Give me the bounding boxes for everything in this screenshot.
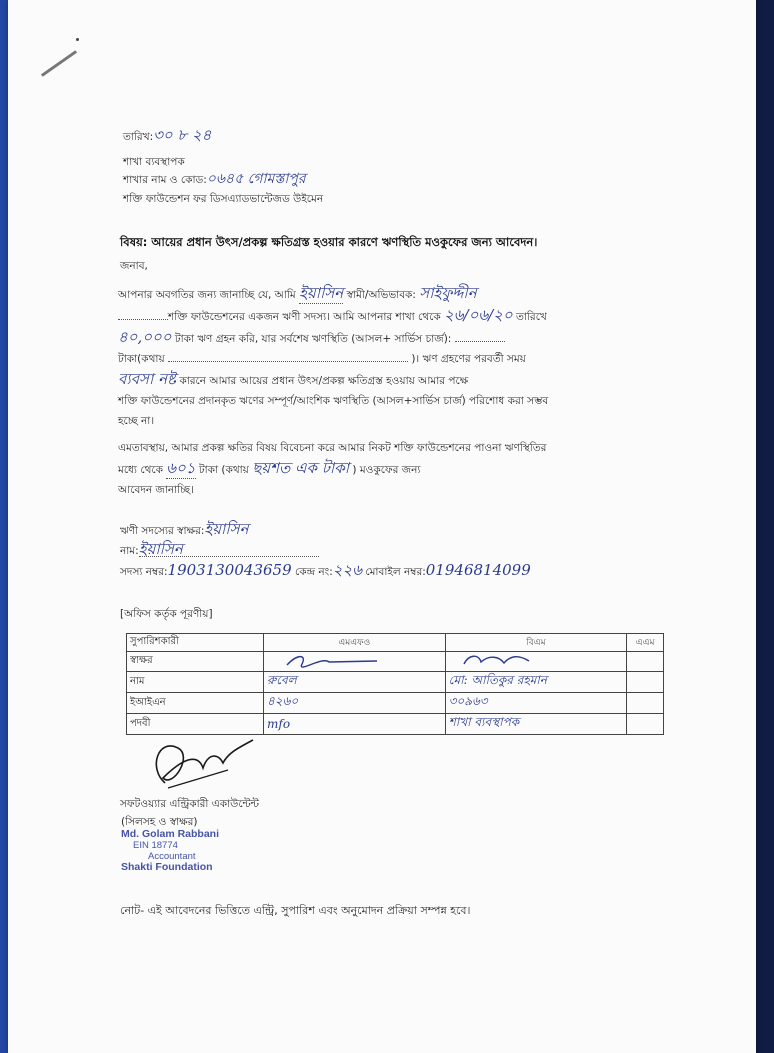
org-name: শক্তি ফাউন্ডেশন ফর ডিসএ্যাডভান্টেজড উইমেন xyxy=(123,193,324,205)
office-table xyxy=(126,633,664,735)
salutation: জনাব, xyxy=(120,260,148,272)
date-label: তারিখ: xyxy=(123,131,154,143)
mfo-ein: ৪২৬০ xyxy=(264,693,446,714)
balance-words-blank xyxy=(168,361,408,362)
damage-reason: ব্যবসা নষ্ট xyxy=(118,370,177,388)
member-signature: ইয়াসিন xyxy=(204,520,249,538)
mfo-signature xyxy=(264,652,446,672)
addressee: শাখা ব্যবস্থাপক xyxy=(123,156,185,168)
p1-text-c: শক্তি ফাউন্ডেশনের একজন ঋণী সদস্য। আমি আপনার শাখা থেকে xyxy=(168,311,441,323)
am-designation xyxy=(627,714,664,735)
accountant-sub: (সিলসহ ও স্বাক্ষর) xyxy=(121,816,198,828)
stamp-name: Md. Golam Rabbani xyxy=(121,828,220,840)
member-signature-line xyxy=(120,522,249,538)
p2-text-a: এমতাবস্থায়, আমার প্রকল্প ক্ষতির বিষয় বিবেচনা করে আমার নিকট শক্তি ফাউন্ডেশনের পাওনা ঋণস্থিতির xyxy=(118,442,547,454)
stamp-role: Accountant xyxy=(148,851,196,862)
am-name xyxy=(627,672,664,693)
date-value: ৩০ ৮ ২৪ xyxy=(153,126,212,144)
member-name: ইয়াসিন xyxy=(139,542,319,557)
mfo-designation: mfo xyxy=(264,714,446,735)
mobile-label: মোবাইল নম্বর: xyxy=(365,566,426,578)
p2-text-d: ) মওকুফের জন্য xyxy=(352,464,421,476)
p1-text-g: )। ঋণ গ্রহণের পরবর্তী সময় xyxy=(411,353,526,365)
center-number: ২২৬ xyxy=(332,561,362,579)
table-row xyxy=(127,672,664,693)
date-line xyxy=(123,128,211,144)
p1-text-a: আপনার অবগতির জন্য জানাচ্ছি যে, আমি xyxy=(118,289,296,301)
bm-designation: শাখা ব্যবস্থাপক xyxy=(445,714,627,735)
col-bm: বিএম xyxy=(445,634,627,652)
mobile-number: 01946814099 xyxy=(425,561,531,579)
p2-text-b: মধ্যে থেকে xyxy=(118,464,163,476)
bm-signature xyxy=(445,652,627,672)
stamp-org: Shakti Foundation xyxy=(121,861,213,873)
waiver-amount: ৬০১ xyxy=(166,459,196,477)
accountant-signature xyxy=(143,728,263,798)
balance-blank xyxy=(455,341,505,342)
branch-line xyxy=(123,172,306,187)
p1-text-f: টাকা(কথায় xyxy=(118,353,165,365)
paragraph-2 xyxy=(118,438,658,500)
loan-date: ২৬/০৬/২০ xyxy=(444,306,513,324)
member-number: 1903130043659 xyxy=(167,561,292,579)
stamp-ein: EIN 18774 xyxy=(133,840,178,851)
mfo-signature-scribble xyxy=(267,652,387,668)
table-header-row xyxy=(127,634,664,652)
application-form xyxy=(8,0,756,1053)
table-row xyxy=(127,652,664,672)
paragraph-1 xyxy=(118,283,658,431)
p2-text-e: আবেদন জানাচ্ছি। xyxy=(118,484,194,496)
p1-text-b: স্বামী/অভিভাবক: xyxy=(346,289,416,301)
p1-text-h: কারনে আমার আয়ের প্রধান উৎস/প্রকল্প ক্ষতিগ্রস্ত হওয়ায় আমার পক্ষে xyxy=(179,375,469,387)
office-heading: [অফিস কর্তৃক পূরণীয়] xyxy=(120,608,213,620)
table-row xyxy=(127,693,664,714)
branch-value: ০৬৪৫ গোমস্তাপুর xyxy=(206,171,306,187)
accountant-stamp xyxy=(121,829,219,873)
applicant-name: ইয়াসিন xyxy=(299,284,344,302)
branch-label: শাখার নাম ও কোড: xyxy=(123,174,207,186)
member-number-line xyxy=(120,563,531,579)
p1-text-e: টাকা ঋণ গ্রহন করি, যার সর্বশেষ ঋণস্থিতি (আসল+ সার্ভিস চার্জ): xyxy=(174,333,452,345)
p1-text-j: হচ্ছে না। xyxy=(118,415,155,427)
row-label-ein: ইআইএন xyxy=(127,693,264,714)
col-recommender: সুপারিশকারী xyxy=(127,634,264,652)
p1-text-d: তারিখে xyxy=(516,311,547,323)
mfo-name: রুবেল xyxy=(264,672,446,693)
bm-signature-scribble xyxy=(449,652,569,668)
member-name-label: নাম: xyxy=(120,545,139,557)
member-sig-label: ঋণী সদস্যের স্বাক্ষর: xyxy=(120,525,205,537)
p1-dots xyxy=(118,319,168,320)
row-label-name: নাম xyxy=(127,672,264,693)
am-ein xyxy=(627,693,664,714)
col-mfo: এমএফও xyxy=(264,634,446,652)
member-name-line xyxy=(120,542,319,558)
am-signature xyxy=(627,652,664,672)
col-am: এএম xyxy=(627,634,664,652)
member-number-label: সদস্য নম্বর: xyxy=(120,566,168,578)
p1-text-i: শক্তি ফাউন্ডেশনের প্রদানকৃত ঋণের সম্পূর্ণ/আংশিক ঋণস্থিতি (আসল+সার্ভিস চার্জ) পরিশোধ করা সম্ভব xyxy=(118,395,549,407)
pencil-mark xyxy=(41,50,77,77)
row-label-designation: পদবী xyxy=(127,714,264,735)
subject-line: বিষয়: আয়ের প্রধান উৎস/প্রকল্প ক্ষতিগ্রস্ত হওয়ার কারণে ঋণস্থিতি মওকুফের জন্য আবেদন। xyxy=(120,235,538,249)
bm-name: মো: আতিকুর রহমান xyxy=(445,672,627,693)
footer-note: নোট- এই আবেদনের ভিত্তিতে এন্ট্রি, সুপারিশ এবং অনুমোদন প্রক্রিয়া সম্পন্ন হবে। xyxy=(120,904,471,917)
paper-dot xyxy=(76,38,79,41)
center-label: কেন্দ্র নং: xyxy=(294,566,333,578)
guardian-name: সাইফুদ্দীন xyxy=(419,284,477,302)
row-label-signature: স্বাক্ষর xyxy=(127,652,264,672)
p2-text-c: টাকা (কথায় xyxy=(198,464,249,476)
accountant-title: সফটওয়্যার এন্ট্রিকারী একাউন্টেন্ট xyxy=(120,798,260,810)
loan-amount: ৪০,০০০ xyxy=(118,328,172,346)
bm-ein: ৩০৯৬৩ xyxy=(445,693,627,714)
waiver-amount-words: ছয়শত এক টাকা xyxy=(252,459,350,477)
